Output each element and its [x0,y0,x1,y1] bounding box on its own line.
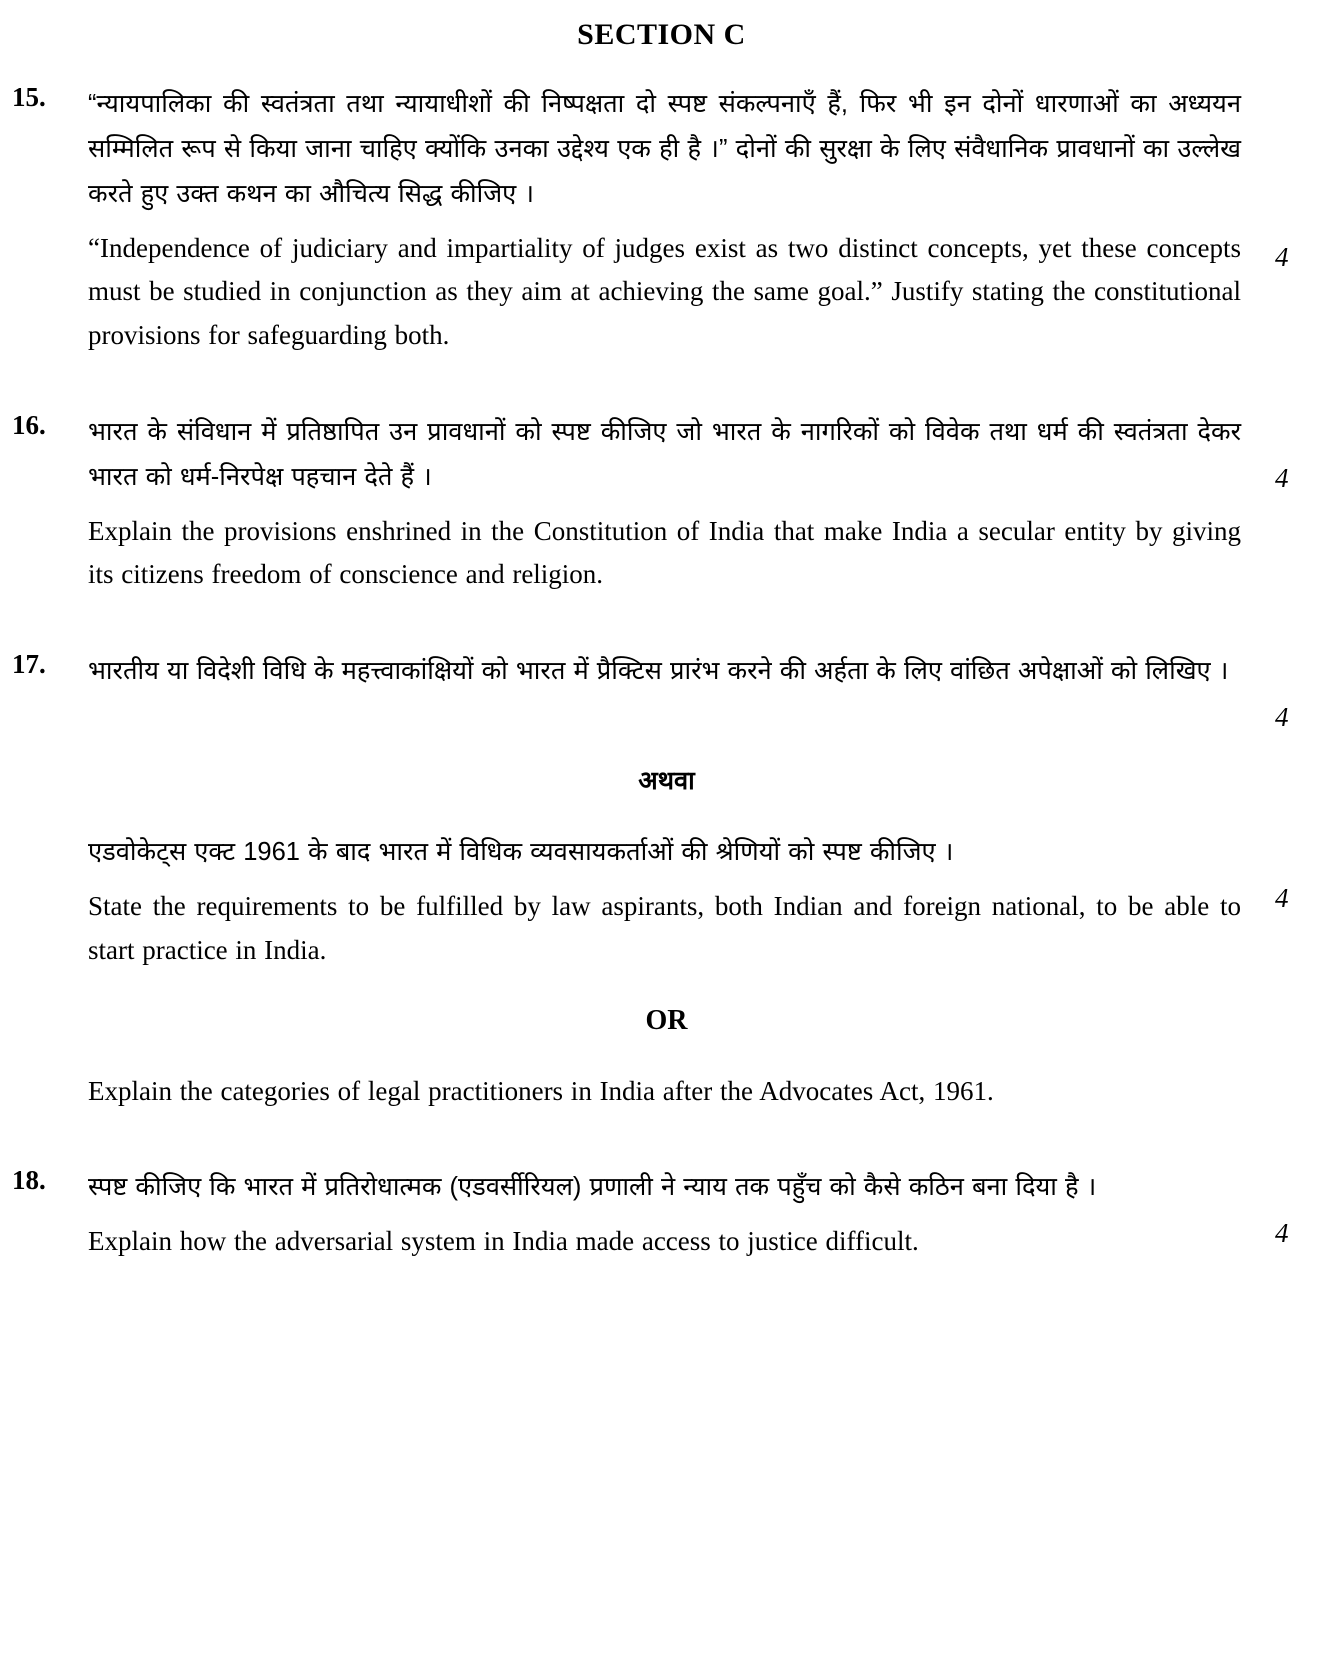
question-17-hindi-text: भारतीय या विदेशी विधि के महत्त्वाकांक्षियों को भारत में प्रैक्टिस प्रारंभ करने की अर्हता के लिए वांछित अपेक्षाओं को लिखिए । [88,657,1229,686]
question-number-16: 16. [12,409,46,440]
question-17-alternative-english [0,1070,1323,1114]
question-17-or-english-wrap [0,998,1323,1043]
question-18 [0,1165,1323,1264]
question-16-marks: 4 [1275,462,1289,493]
question-18-hindi-text: स्पष्ट कीजिए कि भारत में प्रतिरोधात्मक (एडवर्सीरियल) प्रणाली ने न्याय तक पहुँच को कैसे कठिन बना दिया है । [88,1173,1097,1202]
question-number-17: 17. [12,649,46,680]
spacer-marks-17alt-en [1245,1070,1323,1114]
question-17-english-text: State the requirements to be fulfilled by law aspirants, both Indian and foreign national, to be able to start practice in India. [88,890,1241,965]
question-17-alt-english-text: Explain the categories of legal practitioners in India after the Advocates Act, 1961. [88,1075,994,1106]
question-17-body [88,649,1245,733]
spacer-qnum-17alt-en [0,1070,88,1114]
question-15-body [88,82,1245,358]
question-17-alt-english-body [88,1070,1245,1114]
question-17-alt-hindi-body [88,830,1245,972]
question-18-english-text: Explain how the adversarial system in India made access to justice difficult. [88,1226,919,1257]
or-label-english: OR [645,1005,688,1037]
question-15 [0,82,1323,358]
question-16-english-text: Explain the provisions enshrined in the Constitution of India that make India a secular entity by giving its citizens freedom of conscience and religion. [88,515,1241,590]
question-17-alt-marks: 4 [1275,882,1289,913]
question-17 [0,649,1323,733]
spacer-qnum-17alt [0,830,88,972]
question-15-hindi-text: “न्यायपालिका की स्वतंत्रता तथा न्यायाधीशों की निष्पक्षता दो स्पष्ट संकल्पनाएँ हैं, फिर भी इन दोनों धारणाओं का अध्ययन सम्मिलित रूप से किया जाना चाहिए क्योंकि उनका उद्देश्य एक ही है ।” दोनों की सुरक्षा के लिए संवैधानिक प्रावधानों का उल्लेख करते हुए उक्त कथन का औचित्य सिद्ध कीजिए । [88,90,1241,208]
question-16-body [88,410,1245,597]
question-18-marks: 4 [1275,1218,1289,1249]
section-header: SECTION C [577,18,746,51]
question-15-marks: 4 [1275,242,1289,272]
question-16-hindi-text: भारत के संविधान में प्रतिष्ठापित उन प्रावधानों को स्पष्ट कीजिए जो भारत के नागरिकों को विवेक तथा धर्म की स्वतंत्रता देकर भारत को धर्म-निरपेक्ष पहचान देते हैं । [88,417,1241,491]
question-15-english-text: “Independence of judiciary and impartiality of judges exist as two distinct concepts, yet these concepts must be studied in conjunction as they aim at achieving the same goal.” Justify stating the constitutional provisions for safeguarding both. [88,232,1241,351]
question-17-or-hindi-wrap [0,759,1323,804]
question-number-18: 18. [12,1165,46,1196]
question-16 [0,410,1323,597]
question-18-body [88,1165,1245,1264]
or-label-hindi: अथवा [638,767,695,796]
question-17-alt-hindi-text: एडवोकेट्स एक्ट 1961 के बाद भारत में विधिक व्यवसायकर्ताओं की श्रेणियों को स्पष्ट कीजिए । [88,837,954,866]
question-17-alternative-hindi [0,830,1323,972]
question-number-15: 15. [12,82,46,112]
question-17-marks: 4 [1275,702,1289,733]
